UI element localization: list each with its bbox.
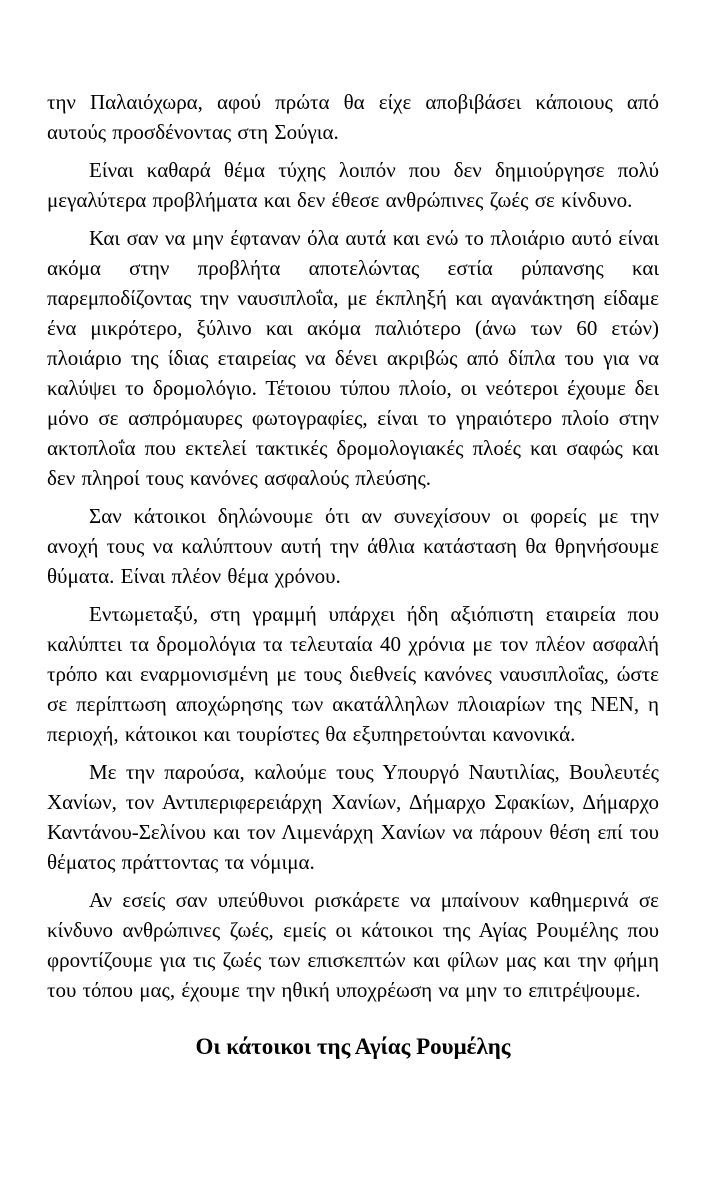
paragraph-call-to-officials: Με την παρούσα, καλούμε τους Υπουργό Ναυτιλίας, Βουλευτές Χανίων, τον Αντιπεριφερειάρχη Χανίων, Δήμαρχο Σφακίων, Δήμαρχο Καντάνου-Σελίνου και τον Λιμενάρχη Χανίων να πάρουν θέση επί του θέματος πράττοντας τα νόμιμα. — [47, 760, 659, 874]
paragraph-continuation: την Παλαιόχωρα, αφού πρώτα θα είχε αποβιβάσει κάποιους από αυτούς προσδένοντας στη Σούγια. — [47, 90, 659, 144]
paragraph-reliable-company: Εντωμεταξύ, στη γραμμή υπάρχει ήδη αξιόπιστη εταιρεία που καλύπτει τα δρομολόγια τα τελευταία 40 χρόνια με τον πλέον ασφαλή τρόπο και εναρμονισμένη με τους διεθνείς κανόνες ναυσιπλοΐας, ώστε σε περίπτωση αποχώρησης των ακατάλληλων πλοιαρίων της ΝΕΝ, η περιοχή, κάτοικοι και τουρίστες θα εξυπηρετούνται κανονικά. — [47, 602, 659, 746]
paragraph-old-vessel: Και σαν να μην έφταναν όλα αυτά και ενώ το πλοιάριο αυτό είναι ακόμα στην προβλήτα αποτελώντας εστία ρύπανσης και παρεμποδίζοντας την ναυσιπλοΐα, με έκπληξή και αγανάκτηση είδαμε ένα μικρότερο, ξύλινο και ακόμα παλιότερο (άνω των 60 ετών) πλοιάριο της ίδιας εταιρείας να δένει ακριβώς από δίπλα του για να καλύψει το δρομολόγιο. Τέτοιου τύπου πλοίο, οι νεότεροι έχουμε δει μόνο σε ασπρόμαυρες φωτογραφίες, είναι το γηραιότερο πλοίο στην ακτοπλοΐα που εκτελεί τακτικές δρομολογιακές πλοές και σαφώς και δεν πληροί τους κανόνες ασφαλούς πλεύσης. — [47, 226, 659, 490]
closing-signature: Οι κάτοικοι της Αγίας Ρουμέλης — [195, 1034, 511, 1059]
paragraph-residents-warning: Σαν κάτοικοι δηλώνουμε ότι αν συνεχίσουν οι φορείς με την ανοχή τους να καλύπτουν αυτή την άθλια κατάσταση θα θρηνήσουμε θύματα. Είναι πλέον θέμα χρόνου. — [47, 504, 659, 588]
paragraph-luck: Είναι καθαρά θέμα τύχης λοιπόν που δεν δημιούργησε πολύ μεγαλύτερα προβλήματα και δεν έθεσε ανθρώπινες ζωές σε κίνδυνο. — [47, 158, 659, 212]
paragraph-moral-obligation: Αν εσείς σαν υπεύθυνοι ρισκάρετε να μπαίνουν καθημερινά σε κίνδυνο ανθρώπινες ζωές, εμείς οι κάτοικοι της Αγίας Ρουμέλης που φροντίζουμε για τις ζωές των επισκεπτών και φίλων μας και την φήμη του τόπου μας, έχουμε την ηθική υποχρέωση να μην το επιτρέψουμε. — [47, 888, 659, 1002]
